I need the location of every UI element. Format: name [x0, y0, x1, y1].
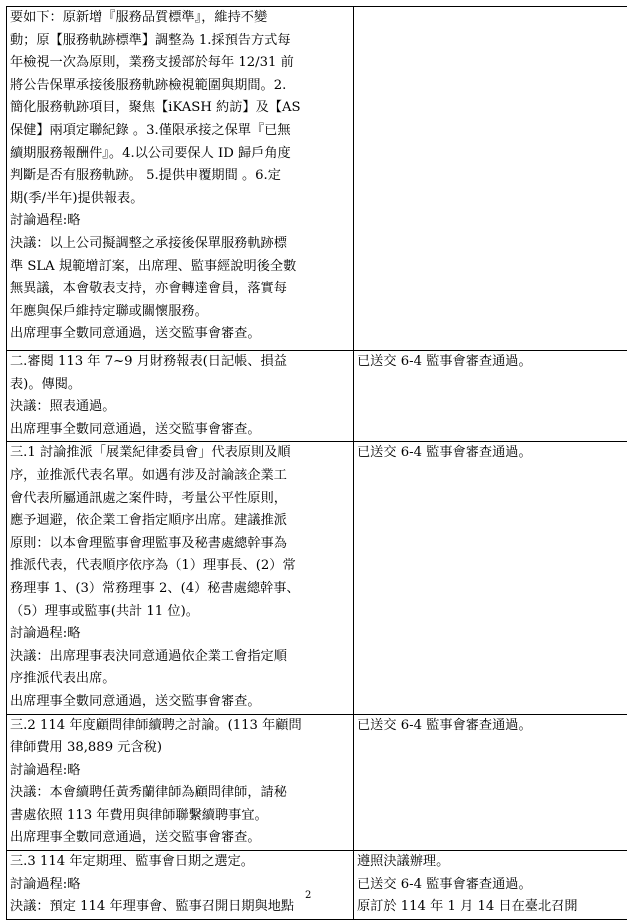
- status-cell: [354, 851, 627, 920]
- description-line: 序推派代表出席。: [10, 668, 350, 691]
- item-description-cell: [7, 351, 354, 442]
- status-line: 已送交 6-4 監事會審查通過。: [357, 351, 625, 374]
- description-line: 出席理事全數同意通過，送交監事會審查。: [10, 323, 350, 346]
- description-line: 年檢視一次為原則，業務支援部於每年 12/31 前: [10, 52, 350, 75]
- status-line: 遵照決議辦理。: [357, 851, 625, 874]
- description-line: 決議：本會續聘任黃秀蘭律師為顧問律師，請秘: [10, 782, 350, 805]
- description-line: 要如下：原新增『服務品質標準』，維持不變: [10, 7, 350, 30]
- description-line: 決議：出席理事表決同意通過依企業工會指定順: [10, 646, 350, 669]
- description-line: 三.2 114 年度顧問律師續聘之討論。(113 年顧問: [10, 715, 350, 738]
- description-line: 年應與保戶維持定聯或關懷服務。: [10, 301, 350, 324]
- description-line: 務理事 1、(3）常務理事 2、(4）秘書處總幹事、: [10, 578, 350, 601]
- item-description-cell: [7, 851, 354, 920]
- table-row: [7, 714, 627, 851]
- description-line: 三.1 討論推派「展業紀律委員會」代表原則及順: [10, 442, 350, 465]
- table-row: [7, 442, 627, 714]
- table-row: [7, 851, 627, 920]
- status-cell: [354, 442, 627, 714]
- description-line: 討論過程:略: [10, 623, 350, 646]
- description-line: 判斷是否有服務軌跡。 5.提供申覆期間 。6.定: [10, 165, 350, 188]
- description-line: （5）理事或監事(共計 11 位)。: [10, 601, 350, 624]
- description-line: 續期服務報酬件』。4.以公司要保人 ID 歸戶角度: [10, 143, 350, 166]
- description-line: 討論過程:略: [10, 874, 350, 897]
- status-cell: [354, 351, 627, 442]
- status-cell: [354, 7, 627, 351]
- status-line: 已送交 6-4 監事會審查通過。: [357, 442, 625, 465]
- description-line: 出席理事全數同意通過，送交監事會審查。: [10, 419, 350, 442]
- page-number: 2: [305, 890, 311, 902]
- description-line: 決議：預定 114 年理事會、監事召開日期與地點: [10, 896, 350, 919]
- description-line: 期(季/半年)提供報表。: [10, 188, 350, 211]
- description-line: 三.3 114 年定期理、監事會日期之選定。: [10, 851, 350, 874]
- item-description-cell: [7, 7, 354, 351]
- status-line: 原訂於 114 年 1 月 14 日在臺北召開: [357, 896, 625, 919]
- description-line: 出席理事全數同意通過，送交監事會審查。: [10, 827, 350, 850]
- description-line: 討論過程:略: [10, 210, 350, 233]
- description-line: 討論過程:略: [10, 760, 350, 783]
- description-line: 無異議，本會敬表支持，亦會轉達會員，落實每: [10, 278, 350, 301]
- status-line: 已送交 6-4 監事會審查通過。: [357, 874, 625, 897]
- description-line: 決議：以上公司擬調整之承接後保單服務軌跡標: [10, 233, 350, 256]
- description-line: 準 SLA 規範增訂案，出席理、監事經說明後全數: [10, 256, 350, 279]
- description-line: 出席理事全數同意通過，送交監事會審查。: [10, 691, 350, 714]
- description-line: 應予迴避，依企業工會指定順序出席。建議推派: [10, 510, 350, 533]
- description-line: 書處依照 113 年費用與律師聯繫續聘事宜。: [10, 805, 350, 828]
- minutes-table: [6, 6, 627, 920]
- table-row: [7, 7, 627, 351]
- status-cell: [354, 714, 627, 851]
- item-description-cell: [7, 442, 354, 714]
- description-line: 表)。傳閱。: [10, 374, 350, 397]
- description-line: 序，並推派代表名單。如遇有涉及討論該企業工: [10, 465, 350, 488]
- description-line: 律師費用 38,889 元含稅): [10, 737, 350, 760]
- description-line: 保健】兩項定聯紀錄 。3.僅限承接之保單『已無: [10, 120, 350, 143]
- item-description-cell: [7, 714, 354, 851]
- description-line: 會代表所屬通訊處之案件時，考量公平性原則，: [10, 488, 350, 511]
- description-line: 二.審閱 113 年 7~9 月財務報表(日記帳、損益: [10, 351, 350, 374]
- description-line: 原則：以本會理監事會理監事及秘書處總幹事為: [10, 533, 350, 556]
- description-line: 簡化服務軌跡項目，聚焦【iKASH 約訪】及【AS: [10, 97, 350, 120]
- description-line: 將公告保單承接後服務軌跡檢視範圍與期間。2.: [10, 75, 350, 98]
- table-row: [7, 351, 627, 442]
- description-line: 推派代表，代表順序依序為（1）理事長、(2）常: [10, 555, 350, 578]
- description-line: 決議：照表通過。: [10, 396, 350, 419]
- description-line: 動；原【服務軌跡標準】調整為 1.採預告方式每: [10, 30, 350, 53]
- status-line: 已送交 6-4 監事會審查通過。: [357, 715, 625, 738]
